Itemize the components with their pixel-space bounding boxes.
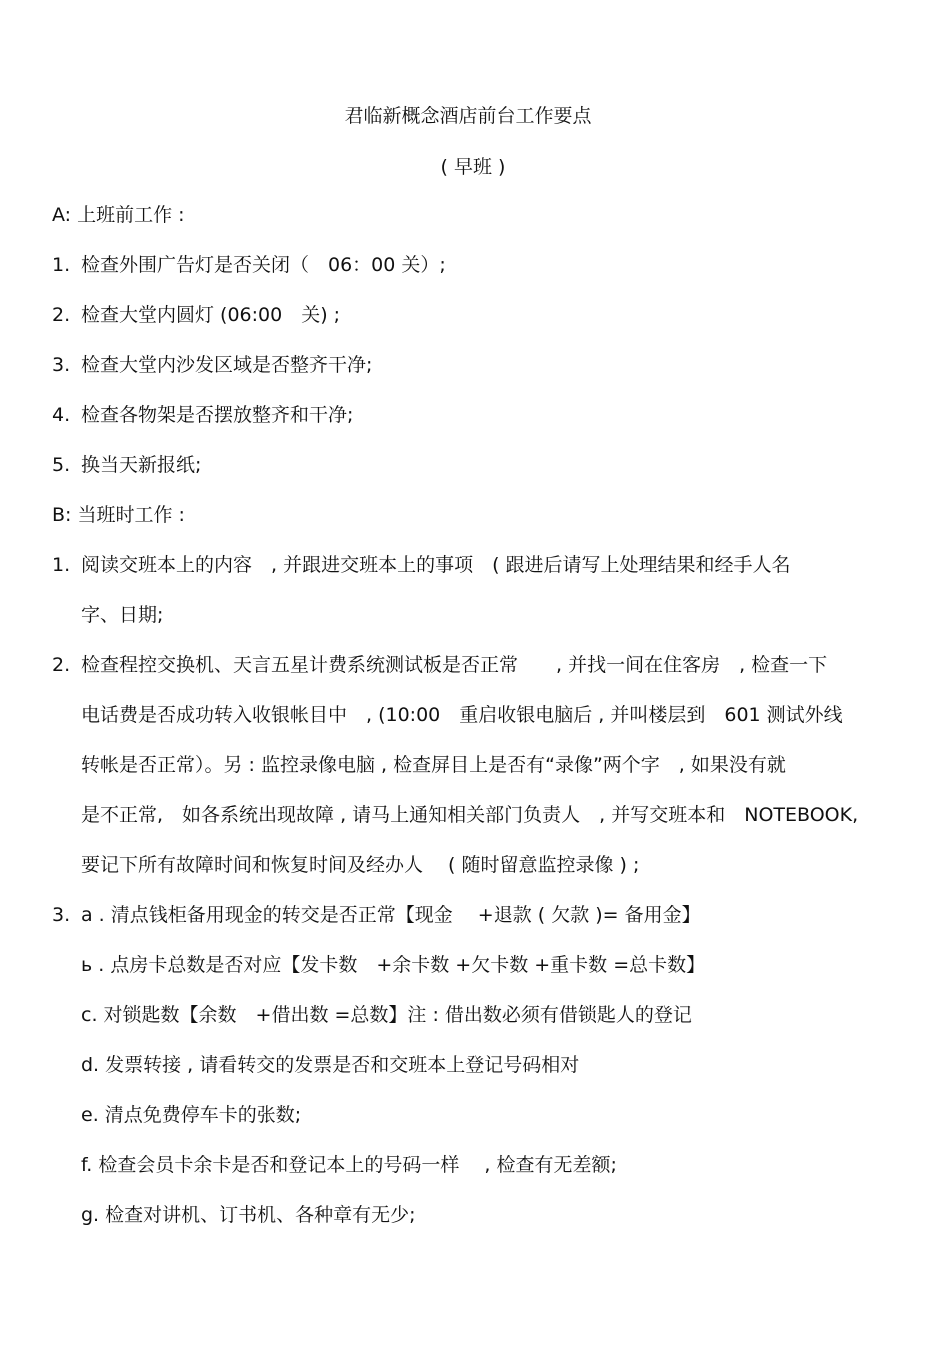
item-text: 检查程控交换机、天言五星计费系统测试板是否正常 , 并找一间在住客房 , 检查一下 [81,654,828,676]
item-text: 检查各物架是否摆放整齐和干净; [81,404,354,426]
subitem-b: ь . 点房卡总数是否对应【发卡数 +余卡数 +欠卡数 +重卡数 =总卡数】 [81,954,706,976]
item-text-continued: 电话费是否成功转入收银帐目中 , (10:00 重启收银电脑后 , 并叫楼层到 601 测试外线 [81,704,843,726]
item-text-continued: 是不正常, 如各系统出现故障 , 请马上通知相关部门负责人 , 并写交班本和 NOTEBOOK, [81,804,859,826]
section-a-heading: A: 上班前工作 : [52,204,185,226]
document-subtitle: ( 早班 ) [440,156,506,178]
item-number: 2. [52,304,71,326]
item-text: 阅读交班本上的内容 , 并跟进交班本上的事项 ( 跟进后请写上处理结果和经手人名 [81,554,791,576]
item-number: 3. [52,354,71,376]
item-text-continued: 转帐是否正常）。另 : 监控录像电脑 , 检查屏目上是否有“录像”两个字 , 如果没有就 [81,754,786,776]
subitem-a: a . 清点钱柜备用现金的转交是否正常【现金 +退款 ( 欠款 )= 备用金】 [81,904,701,926]
subitem-c: c. 对锁匙数【余数 +借出数 =总数】注 : 借出数必须有借锁匙人的登记 [81,1004,692,1026]
item-text: 检查大堂内圆灯 (06:00 关) ; [81,304,341,326]
item-text: 换当天新报纸; [81,454,202,476]
item-text: 检查大堂内沙发区域是否整齐干净; [81,354,373,376]
item-number: 1. [52,554,71,576]
item-text-continued: 要记下所有故障时间和恢复时间及经办人 ( 随时留意监控录像 ) ; [81,854,640,876]
item-number: 3. [52,904,71,926]
subitem-f: f. 检查会员卡余卡是否和登记本上的号码一样 , 检查有无差额; [81,1154,617,1176]
item-number: 2. [52,654,71,676]
item-text: 检查外围广告灯是否关闭（ 06：00 关）; [81,254,446,276]
item-number: 1. [52,254,71,276]
subitem-e: e. 清点免费停车卡的张数; [81,1104,302,1126]
document-title: 君临新概念酒店前台工作要点 [344,105,592,127]
item-number: 5. [52,454,71,476]
subitem-g: g. 检查对讲机、订书机、各种章有无少; [81,1204,416,1226]
item-text-continued: 字、日期; [81,604,164,626]
subitem-d: d. 发票转接 , 请看转交的发票是否和交班本上登记号码相对 [81,1054,580,1076]
section-b-heading: B: 当班时工作 : [52,504,185,526]
item-number: 4. [52,404,71,426]
